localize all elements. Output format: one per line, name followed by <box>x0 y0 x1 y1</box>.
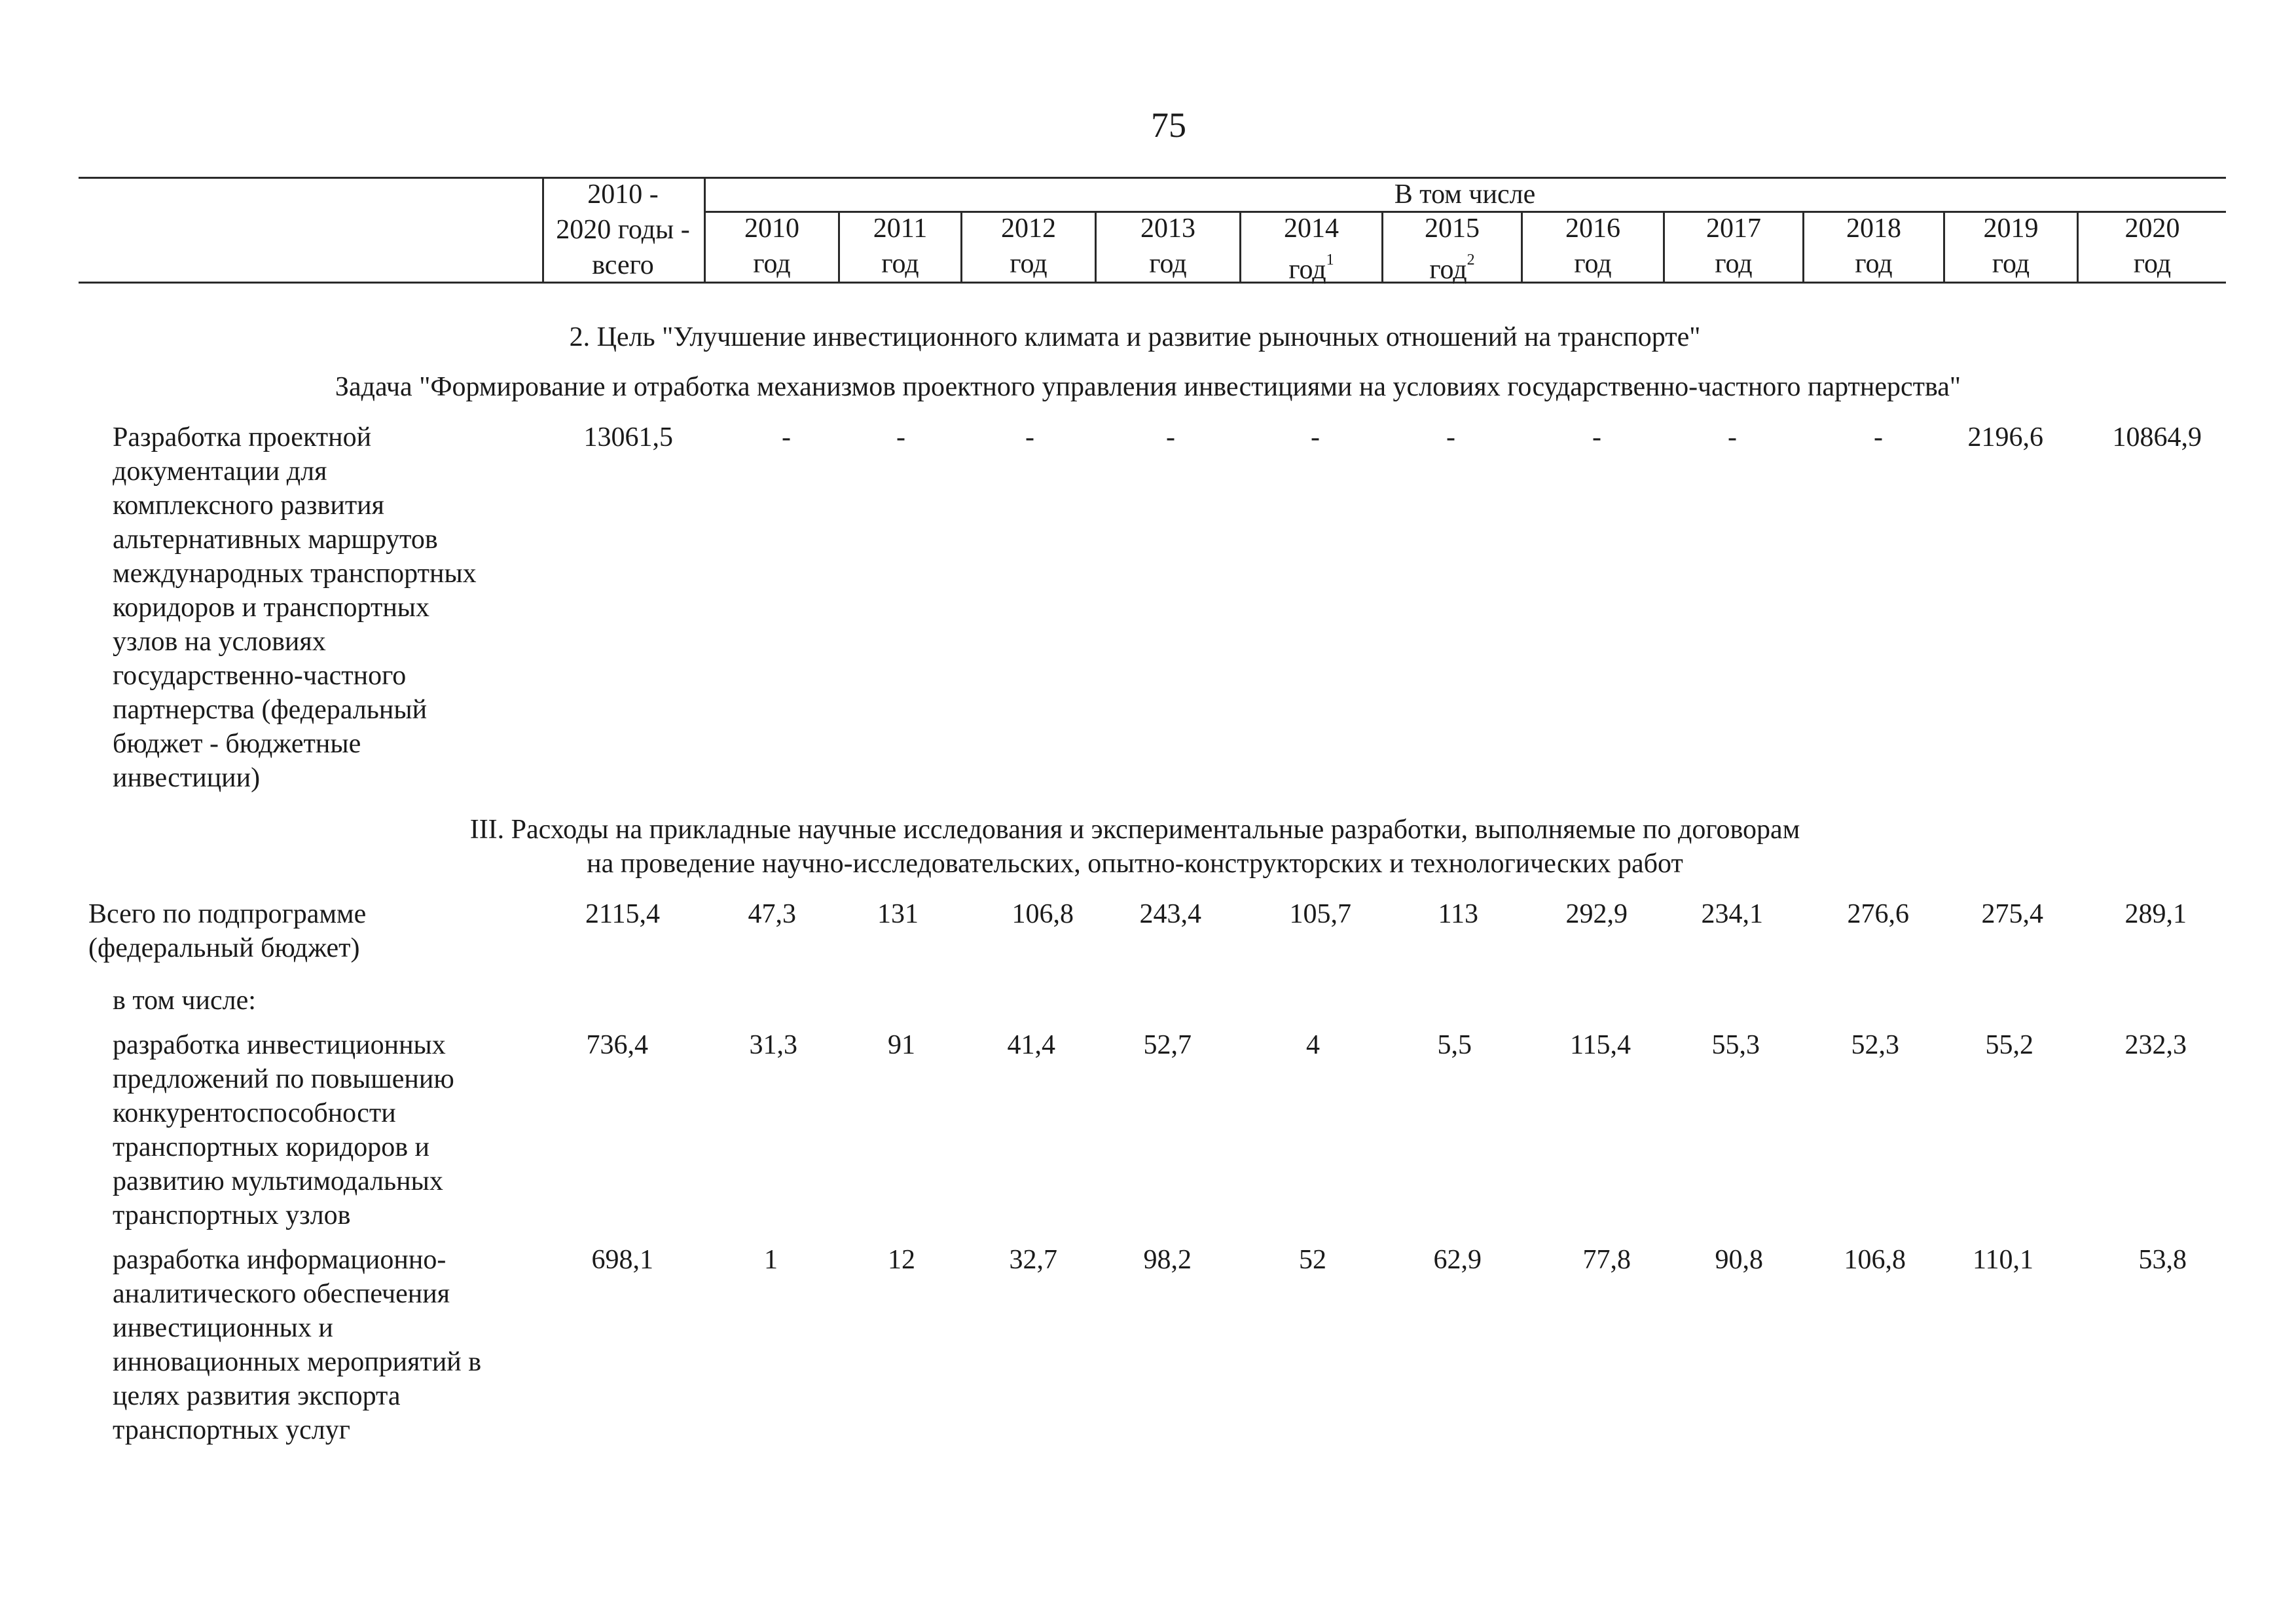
row-invest-value: 232,3 <box>2124 1030 2187 1060</box>
label-line: узлов на условиях <box>113 627 326 657</box>
row-invest-value: 4 <box>1306 1030 1320 1060</box>
row-invest-value: 55,3 <box>1711 1030 1760 1060</box>
header-total-line: 2020 годы - <box>556 215 690 245</box>
row-total-value: 106,8 <box>1011 899 1074 929</box>
header-total-col <box>542 177 704 283</box>
row-total-value: 292,9 <box>1565 899 1628 929</box>
label-line: Всего по подпрограмме <box>88 899 367 929</box>
label-line: альтернативных маршрутов <box>113 525 438 555</box>
label-line: аналитического обеспечения <box>113 1279 450 1309</box>
label-line: (федеральный бюджет) <box>88 933 360 963</box>
label-line: бюджет - бюджетные <box>113 729 361 759</box>
row-total-value: 131 <box>877 899 919 929</box>
row-total-value: 234,1 <box>1701 899 1763 929</box>
label-line: транспортных коридоров и <box>113 1132 430 1162</box>
footnote-mark: 2 <box>1467 251 1475 268</box>
header-year-2018 <box>1804 211 1943 282</box>
year-label: 2020 <box>2124 213 2180 244</box>
header-year-2019 <box>1945 211 2077 282</box>
label-line: коридоров и транспортных <box>113 593 430 623</box>
label-line: документации для <box>113 456 327 487</box>
row-total-value: 113 <box>1438 899 1478 929</box>
header-year-2015 <box>1383 211 1521 287</box>
row-info-value: 90,8 <box>1715 1245 1763 1275</box>
year-label: 2013 <box>1140 213 1195 244</box>
header-total-line: всего <box>592 250 654 280</box>
label-line: международных транспортных <box>113 559 477 589</box>
row-ppp-total: 13061,5 <box>583 422 673 452</box>
header-year-2017 <box>1665 211 1802 282</box>
row-invest-value: 5,5 <box>1437 1030 1472 1060</box>
year-unit: год <box>2133 249 2172 279</box>
label-line: конкурентоспособности <box>113 1098 396 1128</box>
year-unit: год <box>1715 249 1753 279</box>
row-ppp-value: - <box>1446 422 1455 452</box>
header-year-2016 <box>1523 211 1663 282</box>
year-unit: год <box>1288 255 1326 285</box>
label-line: разработка инвестиционных <box>113 1030 446 1060</box>
year-unit: год <box>1429 255 1467 285</box>
row-total-label <box>88 897 534 965</box>
row-ppp-value: - <box>1166 422 1175 452</box>
row-total-value: 275,4 <box>1981 899 2043 929</box>
label-line: целях развития экспорта <box>113 1381 401 1411</box>
row-total-value: 105,7 <box>1289 899 1351 929</box>
row-ppp-value: - <box>1728 422 1737 452</box>
year-unit: год <box>1574 249 1612 279</box>
row-total-value: 289,1 <box>2124 899 2187 929</box>
label-line: предложений по повышению <box>113 1064 454 1094</box>
year-label: 2017 <box>1706 213 1761 244</box>
label-line: Разработка проектной <box>113 422 372 452</box>
label-line: комплексного развития <box>113 490 384 521</box>
label-line: разработка информационно- <box>113 1245 446 1275</box>
row-ppp-value: - <box>782 422 791 452</box>
page-number: 75 <box>1151 105 1186 145</box>
row-info-value: 52 <box>1299 1245 1326 1275</box>
row-invest-total: 736,4 <box>586 1030 648 1060</box>
header-year-2013 <box>1097 211 1239 282</box>
header-year-2020 <box>2079 211 2226 282</box>
label-line: партнерства (федеральный <box>113 695 428 725</box>
row-info-label <box>113 1243 558 1447</box>
row-ppp-label <box>113 420 532 795</box>
row-invest-value: 31,3 <box>749 1030 797 1060</box>
row-info-value: 1 <box>764 1245 778 1275</box>
year-label: 2015 <box>1425 213 1480 244</box>
footnote-mark: 1 <box>1326 251 1334 268</box>
row-invest-value: 55,2 <box>1985 1030 2033 1060</box>
row-total-value: 243,4 <box>1139 899 1201 929</box>
label-line: развитию мультимодальных <box>113 1166 443 1196</box>
header-year-2014 <box>1241 211 1381 287</box>
row-ppp-value: - <box>1311 422 1320 452</box>
section-iii-heading-line2: на проведение научно-исследовательских, опытно-конструкторских и технологических работ <box>587 849 1683 879</box>
header-year-2011 <box>840 211 960 282</box>
year-label: 2012 <box>1001 213 1056 244</box>
row-info-value: 12 <box>888 1245 915 1275</box>
row-ppp-value: - <box>1025 422 1034 452</box>
row-info-value: 98,2 <box>1143 1245 1192 1275</box>
row-info-value: 32,7 <box>1009 1245 1057 1275</box>
row-invest-value: 41,4 <box>1007 1030 1055 1060</box>
year-label: 2016 <box>1565 213 1620 244</box>
row-info-value: 110,1 <box>1973 1245 2033 1275</box>
row-info-total: 698,1 <box>591 1245 653 1275</box>
row-invest-value: 91 <box>888 1030 915 1060</box>
year-label: 2019 <box>1983 213 2039 244</box>
year-label: 2010 <box>744 213 799 244</box>
year-unit: год <box>1010 249 1048 279</box>
year-label: 2018 <box>1846 213 1901 244</box>
header-bottom-rule <box>79 282 2226 284</box>
header-total-line: 2010 - <box>587 179 659 210</box>
header-including: В том числе <box>1394 179 1536 210</box>
row-info-value: 106,8 <box>1844 1245 1906 1275</box>
row-invest-value: 115,4 <box>1570 1030 1631 1060</box>
year-unit: год <box>1149 249 1187 279</box>
row-invest-value: 52,7 <box>1143 1030 1192 1060</box>
row-info-value: 53,8 <box>2138 1245 2187 1275</box>
label-line: транспортных узлов <box>113 1200 351 1230</box>
row-ppp-value: - <box>896 422 905 452</box>
row-ppp-value: - <box>1874 422 1883 452</box>
year-unit: год <box>881 249 919 279</box>
section-goal-heading: 2. Цель "Улучшение инвестиционного климата и развитие рыночных отношений на транспорте" <box>569 322 1701 352</box>
header-year-2012 <box>962 211 1095 282</box>
row-total-value: 47,3 <box>748 899 796 929</box>
section-iii-heading-line1: III. Расходы на прикладные научные исследования и экспериментальные разработки, выполняемые по договорам <box>469 815 1800 845</box>
label-line: государственно-частного <box>113 661 407 691</box>
section-task-heading: Задача "Формирование и отработка механизмов проектного управления инвестициями на условиях государственно-частного партнерства" <box>335 372 1961 402</box>
row-ppp-value: - <box>1592 422 1601 452</box>
row-invest-value: 52,3 <box>1851 1030 1899 1060</box>
row-ppp-value: 2196,6 <box>1967 422 2043 452</box>
header-year-2010 <box>706 211 838 282</box>
year-label: 2014 <box>1284 213 1339 244</box>
label-line: инновационных мероприятий в <box>113 1347 482 1377</box>
year-unit: год <box>1992 249 2030 279</box>
year-label: 2011 <box>873 213 928 244</box>
year-unit: год <box>1855 249 1893 279</box>
row-info-value: 62,9 <box>1433 1245 1482 1275</box>
year-unit: год <box>753 249 791 279</box>
row-info-value: 77,8 <box>1582 1245 1631 1275</box>
row-total-value: 276,6 <box>1847 899 1909 929</box>
row-total-total: 2115,4 <box>585 899 660 929</box>
row-ppp-value: 10864,9 <box>2112 422 2202 452</box>
year-unit-with-note <box>1241 246 1381 287</box>
year-unit-with-note <box>1383 246 1521 287</box>
label-line: инвестиции) <box>113 763 261 793</box>
label-line: транспортных услуг <box>113 1415 350 1445</box>
row-invest-label <box>113 1028 545 1232</box>
including-label: в том числе: <box>113 986 256 1016</box>
label-line: инвестиционных и <box>113 1313 333 1343</box>
